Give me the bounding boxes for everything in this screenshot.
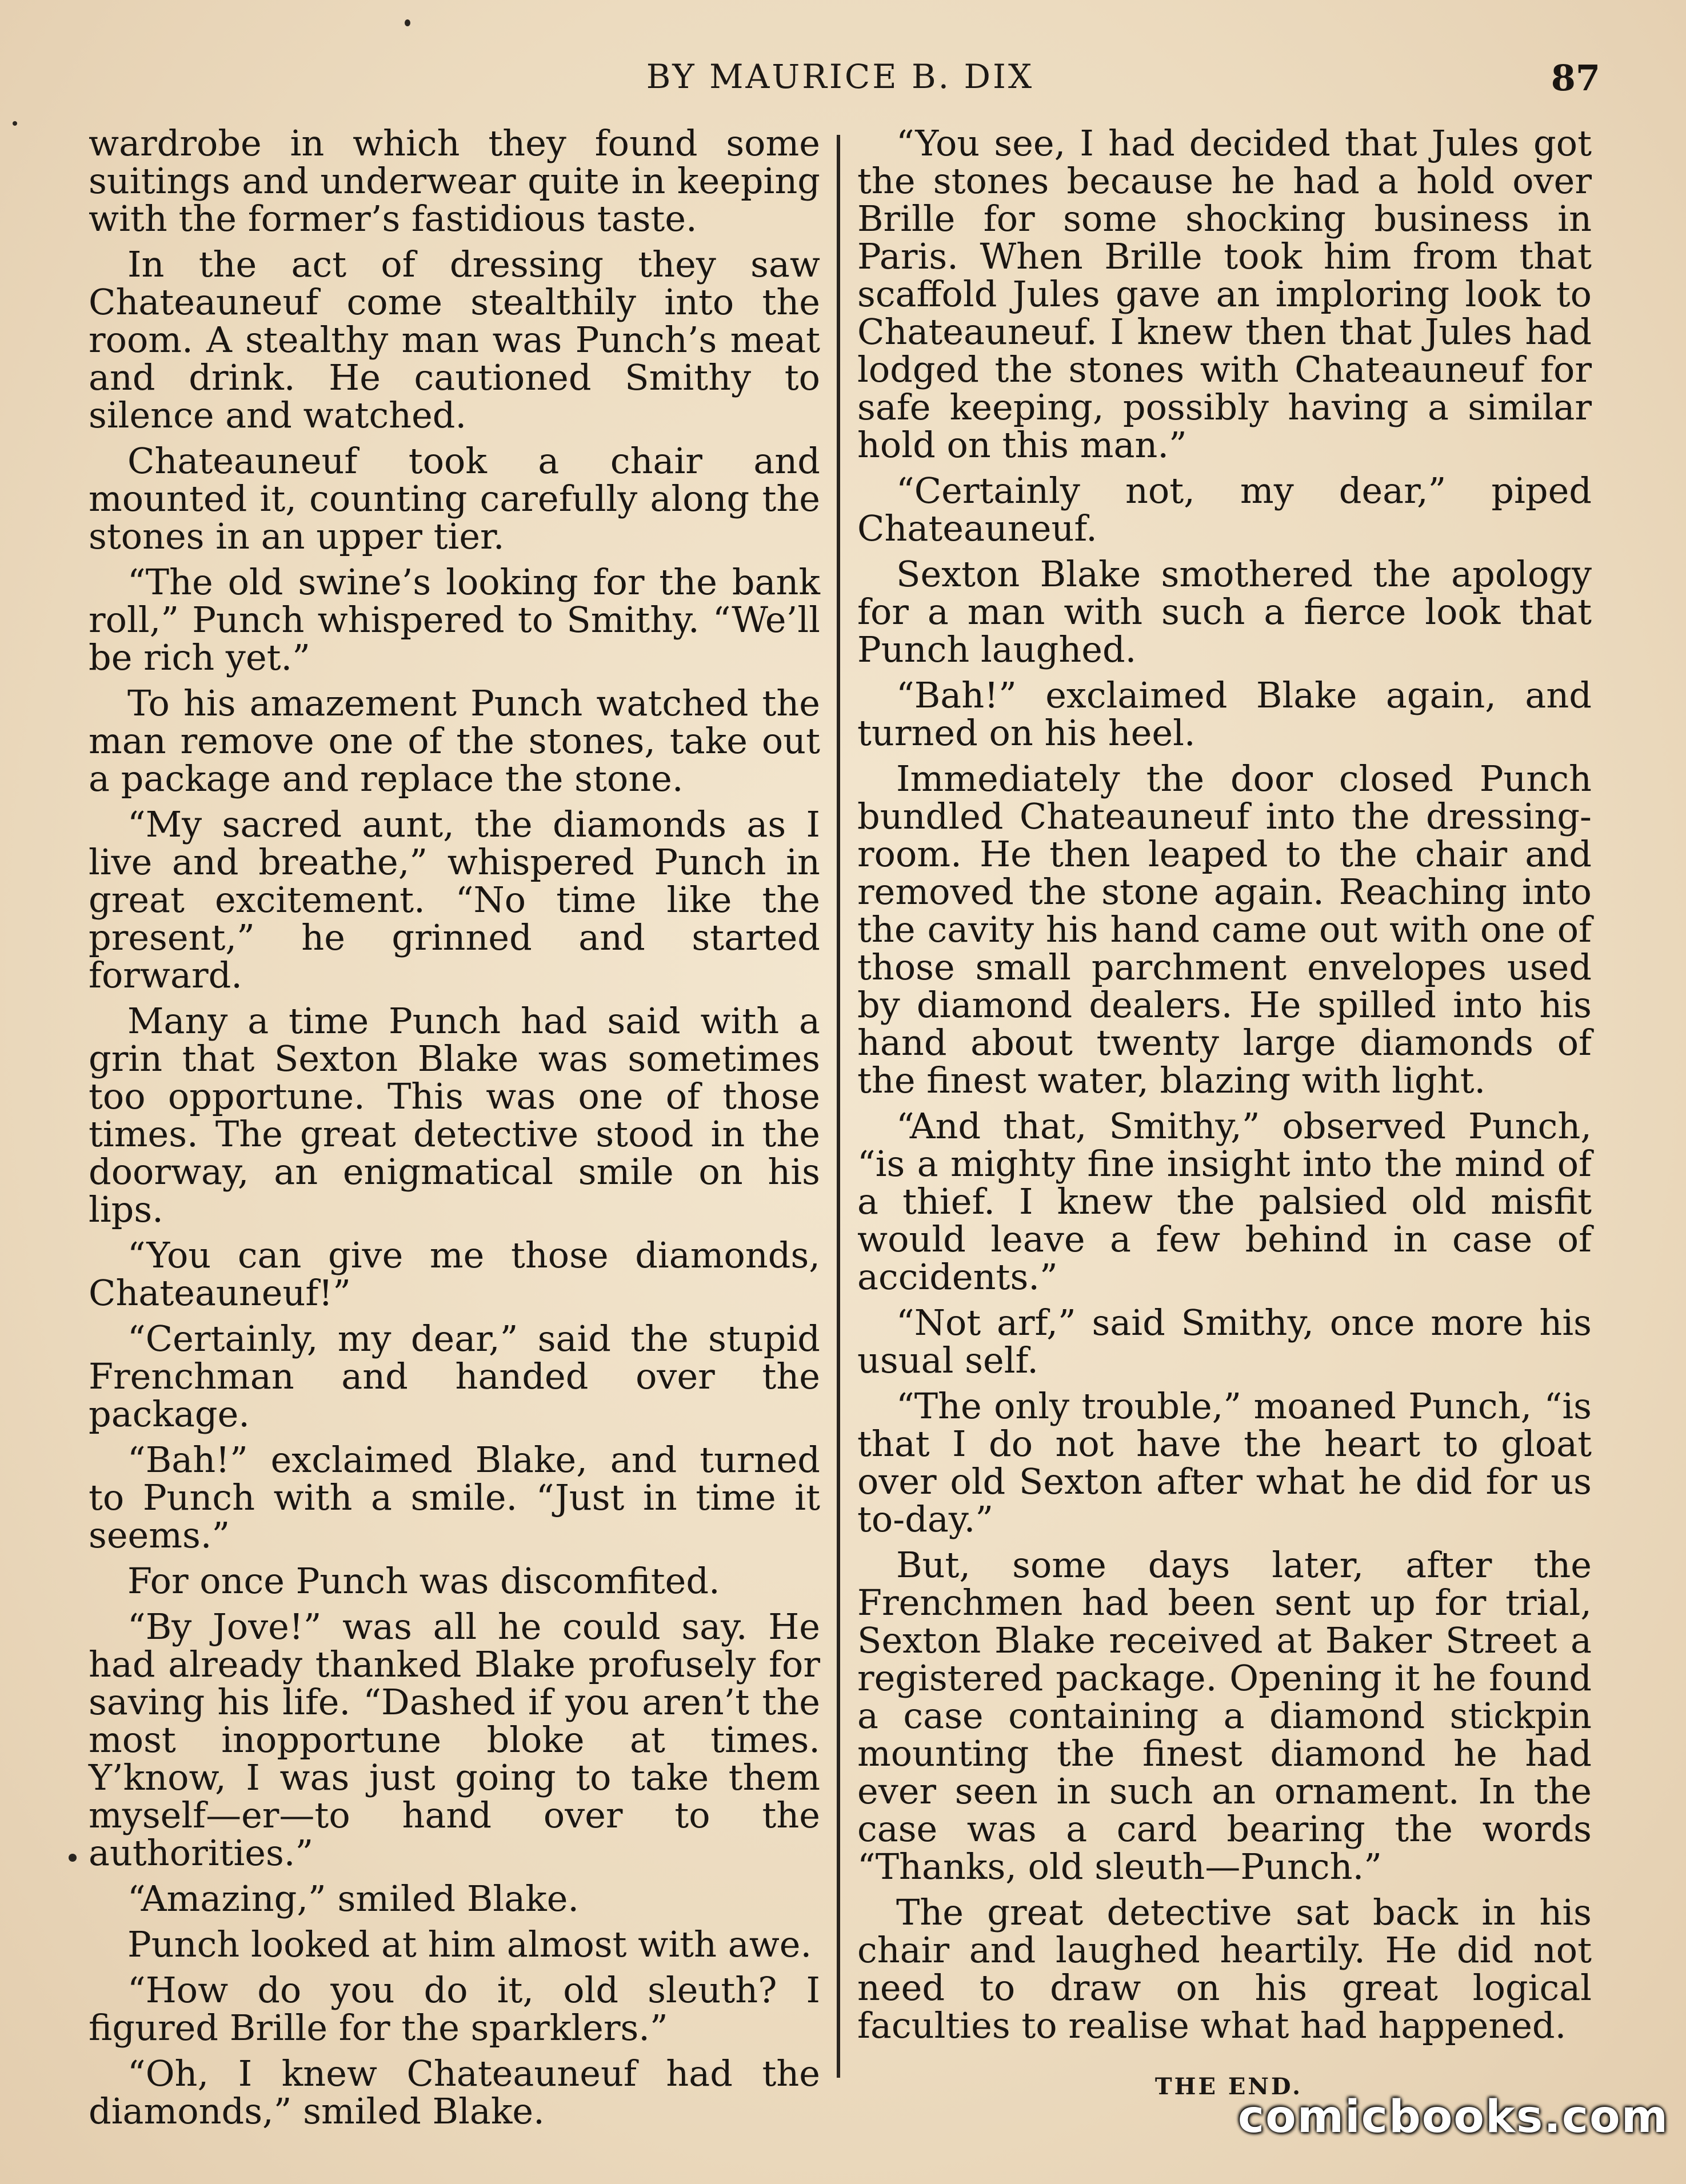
ink-speck (13, 121, 17, 126)
paragraph: But, some days later, after the Frenchmen had been sent up for trial, Sexton Blake received at Baker Street a registered package. Opening it he found a case containing a diamond stickpin mounting the finest diamond he had ever seen in such an ornament. In the case was a card bearing the words “Thanks, old sleuth—Punch.” (857, 1544, 1592, 1887)
paragraph: “You see, I had decided that Jules got the stones because he had a hold over Brille for some shocking business in Paris. When Brille took him from that scaffold Jules gave an imploring look to Chateauneuf. I knew then that Jules had lodged the stones with Chateauneuf for safe keeping, possibly having a similar hold on this man.” (857, 122, 1592, 466)
paragraph: Immediately the door closed Punch bundled Chateauneuf into the dressing-room. He then leaped to the chair and removed the stone again. Reaching into the cavity his hand came out with one of those small parchment envelopes used by diamond dealers. He spilled into his hand about twenty large diamonds of the finest water, blazing with light. (857, 758, 1592, 1101)
ink-speck (405, 19, 410, 26)
end-mark: THE END. (1154, 2073, 1303, 2100)
paragraph: “Certainly, my dear,” said the stupid Frenchman and handed over the package. (89, 1318, 820, 1435)
paragraph: Sexton Blake smothered the apology for a man with such a fierce look that Punch laughed. (857, 553, 1592, 670)
paragraph: In the act of dressing they saw Chateauneuf come stealthily into the room. A stealthy man was Punch’s meat and drink. He cautioned Smithy to silence and watched. (89, 243, 820, 436)
paragraph: “My sacred aunt, the diamonds as I live and breathe,” whispered Punch in great excitement. “No time like the present,” he grinned and started forward. (89, 803, 820, 996)
watermark: comicbooks.com (1237, 2091, 1669, 2143)
paragraph: wardrobe in which they found some suitings and underwear quite in keeping with the former’s fastidious taste. (89, 122, 820, 239)
paragraph: “Amazing,” smiled Blake. (127, 1878, 580, 1919)
column-rule (837, 135, 840, 2078)
paragraph: “By Jove!” was all he could say. He had already thanked Blake profusely for saving his life. “Dashed if you aren’t the most inopportune bloke at times. Y’know, I was just going to take them myself—er—to hand over to the authorities.” (89, 1606, 820, 1874)
paragraph: “You can give me those diamonds, Chateauneuf!” (89, 1234, 820, 1314)
paragraph: “And that, Smithy,” observed Punch, “is a mighty fine insight into the mind of a thief. I knew the palsied old misfit would leave a few behind in case of accidents.” (857, 1105, 1592, 1298)
paragraph: To his amazement Punch watched the man remove one of the stones, take out a package and replace the stone. (89, 682, 820, 799)
right-column (857, 122, 1592, 2053)
paragraph: “Bah!” exclaimed Blake again, and turned on his heel. (857, 674, 1592, 754)
paragraph: Many a time Punch had said with a grin that Sexton Blake was sometimes too opportune. This was one of those times. The great detective stood in the doorway, an enigmatical smile on his lips. (89, 1000, 820, 1230)
paragraph: “Bah!” exclaimed Blake, and turned to Punch with a smile. “Just in time it seems.” (89, 1439, 820, 1556)
paragraph: “Not arf,” said Smithy, once more his usual self. (857, 1302, 1592, 1381)
paragraph: Chateauneuf took a chair and mounted it, counting carefully along the stones in an upper tier. (89, 440, 820, 557)
paragraph: The great detective sat back in his chair and laughed heartily. He did not need to draw on his great logical faculties to realise what had happened. (857, 1891, 1592, 2046)
paragraph: “Certainly not, my dear,” piped Chateauneuf. (857, 470, 1592, 549)
paragraph: “How do you do it, old sleuth? I figured Brille for the sparklers.” (89, 1969, 820, 2049)
left-column (89, 122, 820, 2138)
running-title: BY MAURICE B. DIX (646, 57, 1034, 96)
paragraph: “The only trouble,” moaned Punch, “is that I do not have the heart to gloat over old Sexton after what he did for us to-day.” (857, 1385, 1592, 1540)
paragraph: “The old swine’s looking for the bank roll,” Punch whispered to Smithy. “We’ll be rich yet.” (89, 561, 820, 678)
ink-speck (69, 1854, 77, 1862)
page-number: 87 (1551, 57, 1600, 99)
paragraph: For once Punch was discomfited. (127, 1560, 720, 1602)
paragraph: “Oh, I knew Chateauneuf had the diamonds,” smiled Blake. (89, 2053, 820, 2132)
paragraph: Punch looked at him almost with awe. (127, 1923, 812, 1965)
